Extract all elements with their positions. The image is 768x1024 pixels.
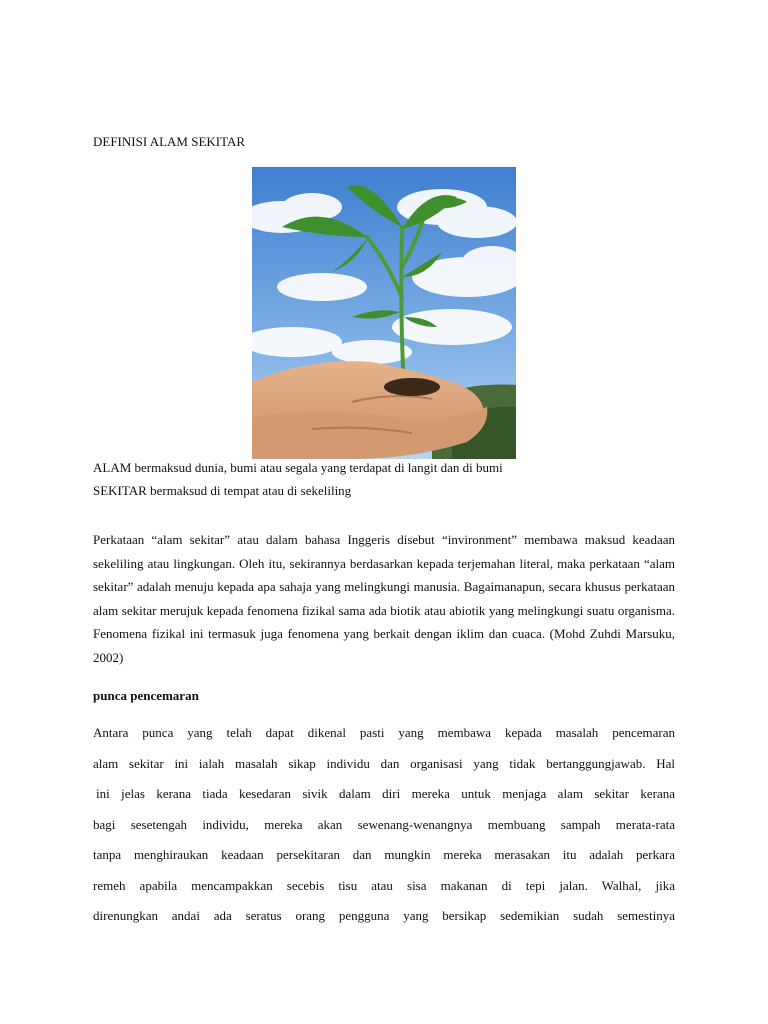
paragraph-line: ini jelas kerana tiada kesedaran sivik dalam diri mereka untuk menjaga alam sekitar kerana [96, 786, 675, 801]
definition-alam: ALAM bermaksud dunia, bumi atau segala yang terdapat di langit dan di bumi [93, 460, 503, 475]
paragraph-line: direnungkan andai ada seratus orang pengguna yang bersikap sedemikian sudah semestinya [93, 908, 675, 923]
paragraph-line: alam sekitar ini ialah masalah sikap individu dan organisasi yang tidak bertanggungjawab. Hal [93, 755, 675, 771]
section-heading: punca pencemaran [93, 688, 199, 703]
paragraph-definition: Perkataan “alam sekitar” atau dalam bahasa Inggeris disebut “invironment” membawa maksud keadaan sekeliling atau lingkungan. Oleh itu, sekirannya berdasarkan kepada terjemahan literal, maka perkataan “alam sekitar” adalah menuju kepada apa sahaja yang melingkungi manusia. Bagaimanapun, secara khusus perkataan alam sekitar merujuk kepada fenomena fizikal sama ada biotik atau abiotik yang melingkungi suatu organisma. Fenomena fizikal ini termasuk juga fenomena yang berkait dengan iklim dan cuaca. (Mohd Zuhdi Marsuku, 2002) [93, 532, 675, 665]
paragraph-line: bagi sesetengah individu, mereka akan sewenang-wenangnya membuang sampah merata-rata [93, 816, 675, 832]
seedling-in-hands-photo [252, 167, 516, 459]
page-title: DEFINISI ALAM SEKITAR [93, 134, 246, 149]
paragraph-line: tanpa menghiraukan keadaan persekitaran dan mungkin mereka merasakan itu adalah perkara [93, 847, 675, 862]
paragraph-line: remeh apabila mencampakkan secebis tisu atau sisa makanan di tepi jalan. Walhal, jika [93, 877, 675, 893]
paragraph-punca [93, 718, 675, 932]
definition-sekitar: SEKITAR bermaksud di tempat atau di sekeliling [93, 483, 352, 498]
paragraph-line: Antara punca yang telah dapat dikenal pasti yang membawa kepada masalah pencemaran [93, 725, 675, 740]
